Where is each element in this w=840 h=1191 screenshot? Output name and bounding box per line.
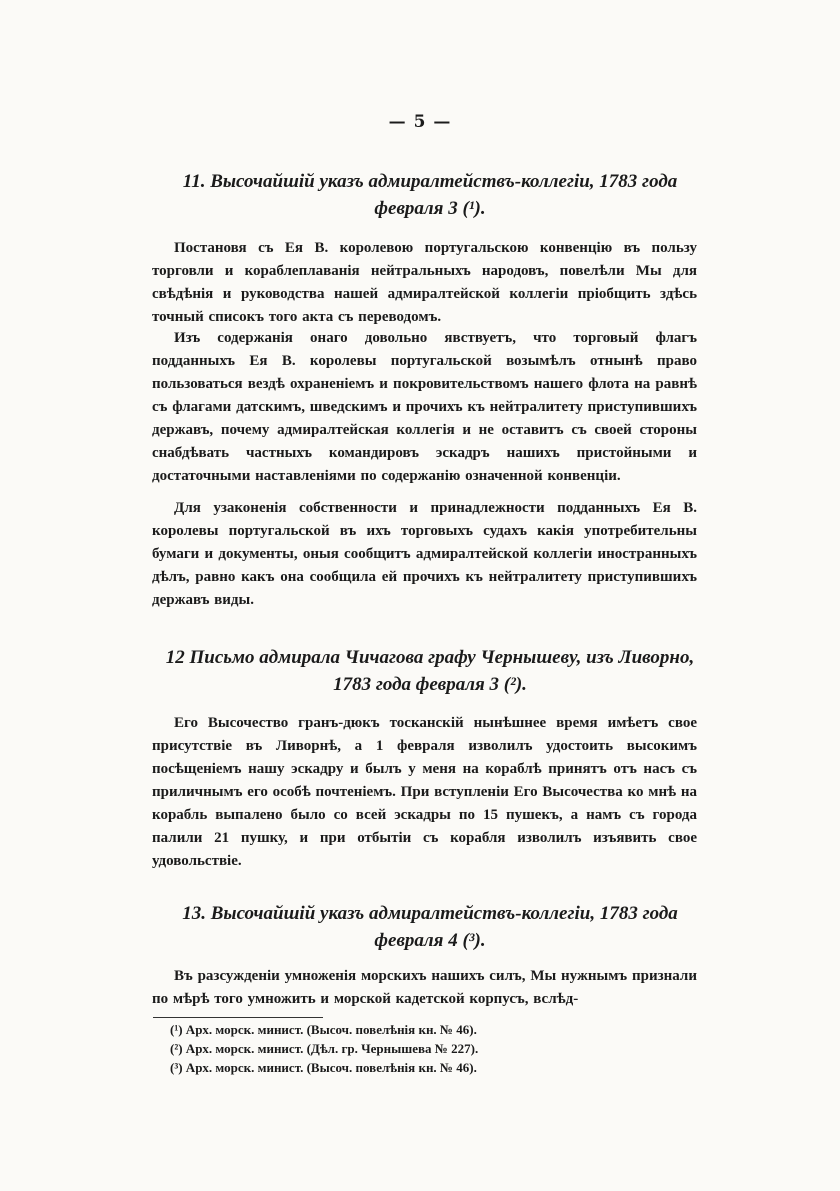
footnote: (²) Арх. морск. минист. (Дѣл. гр. Чернышева № 227). [170,1041,479,1056]
section-heading-11 [160,168,700,222]
heading-line: 13. Высочайшій указъ адмиралтействъ-коллегіи, 1783 года [182,903,678,924]
paragraph: Постановя съ Ея В. королевою португальскою конвенцію въ пользу торговли и кораблеплаванія нейтральныхъ народовъ, повелѣли Мы для свѣдѣнія и руководства нашей адмиралтейской коллегіи пріобщить здѣсь точный списокъ того акта съ переводомъ. [152,240,697,325]
paragraph: Для узаконенія собственности и принадлежности подданныхъ Ея В. королевы португальской въ ихъ торговыхъ судахъ какія употребительны бумаги и документы, оныя сообщитъ адмиралтейской коллегіи иностранныхъ дѣлъ, равно какъ она сообщила ей прочихъ къ нейтралитету приступившихъ державъ виды. [152,500,697,608]
footnote: (¹) Арх. морск. минист. (Высоч. повелѣнія кн. № 46). [170,1022,477,1037]
section-heading-13 [160,900,700,954]
paragraph: Изъ содержанія онаго довольно явствуетъ, что торговый флагъ подданныхъ Ея В. королевы португальской возымѣлъ отнынѣ право пользоваться вездѣ охраненіемъ и покровительствомъ нашего флота на равнѣ съ флагами датскимъ, шведскимъ и прочихъ къ нейтралитету приступившихъ державъ, почему адмиралтейская коллегія и не оставитъ съ своей стороны снабдѣвать частныхъ командировъ эскадръ нашихъ пристойными и достаточными наставленіями по содержанію означенной конвенціи. [152,330,697,484]
heading-line: февраля 3 (¹). [374,198,486,219]
footnote-divider [153,1017,323,1018]
heading-line: февраля 4 (³). [374,930,486,951]
heading-line: 11. Высочайшій указъ адмиралтействъ-коллегіи, 1783 года [182,171,678,192]
heading-line: 1783 года февраля 3 (²). [333,674,527,695]
page-number: — 5 — [388,112,452,132]
section-heading-12 [160,644,700,698]
footnote: (³) Арх. морск. минист. (Высоч. повелѣнія кн. № 46). [170,1060,477,1075]
paragraph: Въ разсужденіи умноженія морскихъ нашихъ силъ, Мы нужнымъ признали по мѣрѣ того умножить и морской кадетской корпусъ, вслѣд- [152,968,697,1007]
paragraph: Его Высочество гранъ-дюкъ тосканскій нынѣшнее время имѣетъ свое присутствіе въ Ливорнѣ, а 1 февраля изволилъ удостоить высокимъ посѣщеніемъ нашу эскадру и былъ у меня на кораблѣ принятъ отъ насъ съ приличнымъ его особѣ почтеніемъ. При вступленіи Его Высочества ко мнѣ на корабль выпалено было со всей эскадры по 15 пушекъ, а намъ съ города палили 21 пушку, и при отбытіи съ корабля изволилъ изъявить свое удовольствіе. [152,715,697,869]
heading-line: 12 Письмо адмирала Чичагова графу Чернышеву, изъ Ливорно, [165,647,695,668]
